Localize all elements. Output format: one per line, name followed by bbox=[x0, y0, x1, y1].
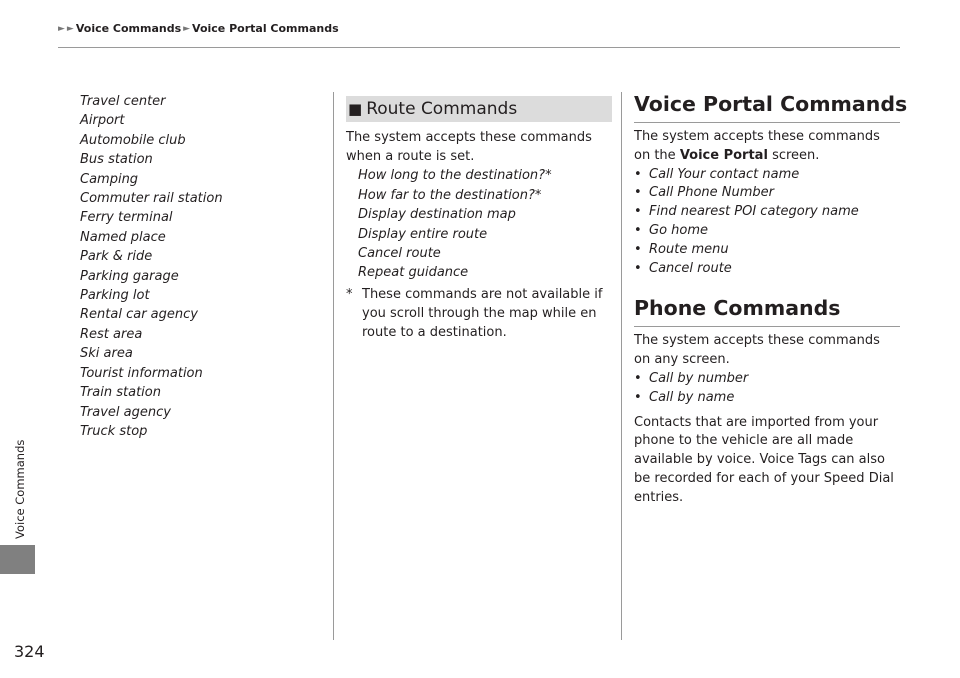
arrow-icon: ► bbox=[183, 23, 191, 34]
list-item: Parking garage bbox=[80, 268, 179, 284]
list-item: Automobile club bbox=[80, 132, 186, 148]
route-command-list bbox=[346, 166, 612, 282]
list-item: Cancel route bbox=[358, 246, 441, 262]
list-item bbox=[634, 184, 900, 203]
bullet-icon: • bbox=[634, 222, 642, 238]
command-text: Call Phone Number bbox=[649, 185, 775, 201]
sidebar-section-tab bbox=[0, 545, 35, 574]
list-item: Parking lot bbox=[80, 288, 150, 304]
list-item: Travel agency bbox=[80, 404, 171, 420]
list-item bbox=[634, 203, 900, 222]
phone-command-list bbox=[634, 370, 900, 408]
bullet-icon: • bbox=[634, 389, 642, 405]
list-item bbox=[634, 241, 900, 260]
footnote bbox=[346, 285, 612, 343]
voice-portal-intro bbox=[634, 128, 900, 166]
route-commands-section bbox=[346, 96, 612, 342]
phone-intro: The system accepts these commands on any screen. bbox=[634, 333, 880, 368]
bullet-icon: • bbox=[634, 185, 642, 201]
list-item: Repeat guidance bbox=[358, 265, 469, 281]
command-text: Find nearest POI category name bbox=[649, 204, 859, 220]
list-item: Display entire route bbox=[358, 226, 488, 242]
footnote-mark: * bbox=[346, 286, 353, 302]
command-text: Go home bbox=[649, 222, 709, 238]
list-item: Rest area bbox=[80, 326, 143, 342]
list-item: Travel center bbox=[80, 94, 166, 109]
phone-note: Contacts that are imported from your phone to the vehicle are all made available by voice. Voice Tags can also be recorded for each of your Speed Dial entries. bbox=[634, 414, 894, 505]
list-item: Ski area bbox=[80, 346, 133, 362]
bullet-icon: • bbox=[634, 166, 642, 182]
list-item: How far to the destination?* bbox=[358, 187, 542, 203]
list-item: Airport bbox=[80, 113, 125, 129]
command-text: Call Your contact name bbox=[649, 166, 800, 182]
arrow-icon: ► bbox=[66, 23, 74, 34]
list-item: Named place bbox=[80, 229, 166, 245]
list-item: Park & ride bbox=[80, 249, 153, 265]
list-item: Rental car agency bbox=[80, 307, 198, 323]
heading-underline bbox=[634, 122, 900, 123]
list-item bbox=[634, 260, 900, 279]
poi-category-list bbox=[80, 92, 223, 441]
section-intro: The system accepts these commands when a route is set. bbox=[346, 130, 592, 165]
sidebar-section-label[interactable]: Voice Commands bbox=[13, 440, 27, 540]
voice-portal-command-list bbox=[634, 166, 900, 279]
column-divider bbox=[333, 92, 334, 640]
arrow-icon: ► bbox=[58, 23, 65, 34]
bullet-icon: • bbox=[634, 260, 642, 276]
breadcrumb bbox=[58, 22, 339, 35]
breadcrumb-item-voice-commands[interactable]: Voice Commands bbox=[75, 22, 182, 35]
section-title: Route Commands bbox=[366, 99, 518, 119]
heading-underline bbox=[634, 326, 900, 327]
command-text: Call by number bbox=[649, 370, 749, 386]
intro-bold-term: Voice Portal bbox=[679, 147, 768, 163]
list-item bbox=[634, 370, 900, 389]
section-title-bar bbox=[346, 96, 612, 122]
list-item bbox=[634, 389, 900, 408]
bullet-icon: • bbox=[634, 204, 642, 220]
list-item: Commuter rail station bbox=[80, 191, 223, 207]
intro-text: The system accepts these commands on the bbox=[634, 129, 880, 163]
list-item: Train station bbox=[80, 385, 161, 401]
list-item: Tourist information bbox=[80, 365, 203, 381]
command-text: Cancel route bbox=[649, 260, 732, 276]
list-item bbox=[634, 222, 900, 241]
voice-portal-heading: Voice Portal Commands bbox=[634, 92, 908, 116]
page-number: 324 bbox=[14, 642, 45, 661]
right-column bbox=[634, 90, 908, 508]
list-item: Display destination map bbox=[358, 207, 516, 223]
phone-commands-heading: Phone Commands bbox=[634, 296, 841, 321]
bullet-icon: • bbox=[634, 370, 642, 386]
list-item: Truck stop bbox=[80, 423, 148, 439]
list-item: Ferry terminal bbox=[80, 210, 173, 226]
command-text: Route menu bbox=[649, 241, 729, 257]
list-item: Bus station bbox=[80, 152, 153, 168]
footnote-text: These commands are not available if you scroll through the map while en route to a destination. bbox=[362, 286, 603, 341]
breadcrumb-item-voice-portal-commands[interactable]: Voice Portal Commands bbox=[192, 22, 339, 35]
command-text: Call by name bbox=[649, 389, 735, 405]
list-item: Camping bbox=[80, 171, 139, 187]
list-item bbox=[634, 166, 900, 185]
header-divider bbox=[58, 47, 900, 48]
square-bullet-icon: ■ bbox=[348, 100, 363, 118]
intro-text: screen. bbox=[772, 147, 820, 163]
bullet-icon: • bbox=[634, 241, 642, 257]
column-divider bbox=[621, 92, 622, 640]
list-item: How long to the destination?* bbox=[358, 168, 552, 184]
